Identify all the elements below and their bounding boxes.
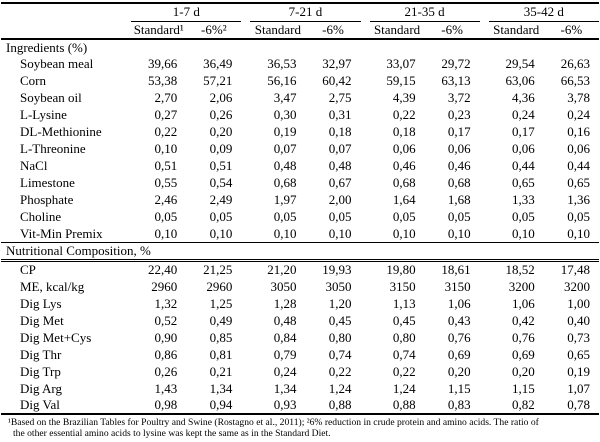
value-cell: 0,45	[392, 312, 416, 328]
value-cell: 0,05	[273, 209, 297, 224]
value-cell: 66,53	[560, 73, 590, 88]
diet-composition-table	[1, 2, 599, 415]
value-cell: 3,78	[567, 90, 590, 105]
value-cell: 53,38	[148, 73, 178, 88]
value-cell: 0,31	[328, 107, 352, 122]
value-cell: 0,83	[425, 397, 480, 414]
value-cell: 0,67	[328, 175, 352, 190]
value-cell: 0,05	[209, 209, 233, 224]
column-spacer	[241, 124, 250, 141]
table-row-l-threonine	[1, 141, 599, 158]
table-row-l-lysine	[1, 107, 599, 124]
value-cell: 2,49	[209, 192, 233, 207]
header-corner-cell	[1, 3, 131, 21]
row-label: L-Lysine	[20, 107, 67, 122]
column-spacer	[480, 73, 489, 90]
value-cell: 0,24	[567, 107, 590, 122]
value-cell: 0,68	[447, 175, 471, 190]
value-cell: 1,00	[567, 295, 590, 311]
value-cell: 0,74	[392, 346, 416, 362]
column-spacer	[361, 192, 370, 209]
value-cell: 1,32	[154, 295, 178, 311]
row-label: DL-Methionine	[20, 124, 102, 139]
column-spacer	[480, 261, 489, 279]
value-cell: 4,36	[512, 90, 535, 105]
value-cell: 33,07	[386, 56, 416, 71]
value-cell: 0,10	[154, 141, 178, 156]
value-cell: 3200	[508, 278, 535, 294]
column-spacer	[241, 158, 250, 175]
column-spacer	[241, 397, 250, 414]
row-label: Limestone	[20, 175, 75, 190]
value-cell: 4,39	[392, 90, 416, 105]
value-cell: 0,19	[273, 124, 297, 139]
table-row-dig-lys	[1, 295, 599, 312]
period-header-21-35d: 21-35 d	[370, 3, 480, 21]
value-cell: 0,55	[154, 175, 178, 190]
section-row-ingredients	[1, 39, 599, 56]
column-spacer	[480, 226, 489, 243]
column-spacer	[480, 90, 489, 107]
row-label: Soybean oil	[20, 90, 82, 105]
value-cell: 1,33	[512, 192, 535, 207]
value-cell: 0,48	[328, 158, 352, 173]
column-spacer	[361, 73, 370, 90]
column-spacer	[480, 363, 489, 380]
value-cell: 0,65	[567, 346, 590, 362]
value-cell: 0,22	[328, 363, 352, 379]
value-cell: 0,26	[154, 363, 178, 379]
column-spacer	[241, 226, 250, 243]
column-spacer	[241, 90, 250, 107]
column-spacer	[361, 209, 370, 226]
value-cell: 0,18	[328, 124, 352, 139]
column-spacer	[361, 107, 370, 124]
column-spacer	[361, 261, 370, 279]
value-cell: 0,06	[567, 141, 590, 156]
value-cell: 2,46	[154, 192, 178, 207]
footnote	[1, 415, 599, 439]
value-cell: 0,52	[154, 312, 178, 328]
value-cell: 2,75	[328, 90, 352, 105]
column-spacer	[361, 329, 370, 346]
value-cell: 63,13	[441, 73, 471, 88]
value-cell: 21,25	[203, 262, 233, 277]
period-header-35-42d: 35-42 d	[489, 3, 599, 21]
column-spacer	[241, 3, 250, 21]
diet-header-minus6-1: -6%²	[186, 21, 241, 39]
column-spacer	[480, 329, 489, 346]
column-spacer	[480, 175, 489, 192]
column-spacer	[361, 226, 370, 243]
value-cell: 1,64	[392, 192, 416, 207]
value-cell: 3150	[444, 278, 471, 294]
diet-header-minus6-3: -6%	[425, 21, 480, 39]
section-title: Nutritional Composition, %	[1, 243, 599, 261]
column-spacer	[480, 56, 489, 73]
value-cell: 0,10	[328, 225, 352, 241]
value-cell: 0,09	[209, 141, 233, 156]
value-cell: 0,93	[250, 397, 305, 414]
row-label: Dig Val	[1, 397, 131, 414]
value-cell: 19,93	[322, 262, 352, 277]
column-spacer	[480, 158, 489, 175]
value-cell: 0,05	[154, 209, 178, 224]
table-row-dig-met-cys	[1, 329, 599, 346]
column-spacer	[480, 209, 489, 226]
column-spacer	[480, 278, 489, 295]
value-cell: 0,76	[512, 329, 535, 345]
value-cell: 0,10	[567, 225, 590, 241]
value-cell: 0,84	[273, 329, 297, 345]
value-cell: 22,40	[148, 262, 178, 277]
value-cell: 3050	[325, 278, 352, 294]
value-cell: 0,48	[273, 312, 297, 328]
column-spacer	[241, 346, 250, 363]
value-cell: 0,26	[209, 107, 233, 122]
value-cell: 1,06	[447, 295, 471, 311]
value-cell: 0,21	[209, 363, 233, 379]
row-label: Dig Met	[20, 312, 64, 328]
value-cell: 2,06	[209, 90, 233, 105]
value-cell: 1,24	[392, 380, 416, 396]
column-spacer	[241, 192, 250, 209]
value-cell: 0,19	[567, 363, 590, 379]
diet-header-standard-4: Standard	[489, 21, 544, 39]
table-row-choline	[1, 209, 599, 226]
row-label: Choline	[20, 209, 62, 224]
value-cell: 0,05	[328, 209, 352, 224]
value-cell: 0,82	[489, 397, 544, 414]
value-cell: 0,51	[209, 158, 233, 173]
value-cell: 57,21	[203, 73, 233, 88]
row-label: Soybean meal	[20, 56, 94, 71]
column-spacer	[241, 175, 250, 192]
table-row-soybean-meal	[1, 56, 599, 73]
diet-header-minus6-2: -6%	[305, 21, 360, 39]
column-spacer	[361, 346, 370, 363]
value-cell: 0,80	[392, 329, 416, 345]
value-cell: 0,76	[447, 329, 471, 345]
value-cell: 0,20	[447, 363, 471, 379]
table-row-phosphate	[1, 192, 599, 209]
value-cell: 0,06	[392, 141, 416, 156]
column-spacer	[480, 107, 489, 124]
value-cell: 0,68	[392, 175, 416, 190]
column-spacer	[241, 21, 250, 39]
column-spacer	[241, 363, 250, 380]
value-cell: 0,24	[512, 107, 535, 122]
value-cell: 39,66	[148, 56, 178, 71]
value-cell: 1,97	[273, 192, 297, 207]
value-cell: 63,06	[505, 73, 535, 88]
value-cell: 0,10	[447, 225, 471, 241]
value-cell: 0,81	[209, 346, 233, 362]
value-cell: 3,47	[273, 90, 297, 105]
value-cell: 0,98	[131, 397, 186, 414]
value-cell: 3150	[389, 278, 416, 294]
value-cell: 0,10	[392, 225, 416, 241]
footnote-line-1: ¹Based on the Brazilian Tables for Poultry and Swine (Rostagno et al., 2011); ²6% reduction in crude protein and amino acids. The ratio of	[8, 417, 539, 428]
diet-header-minus6-4: -6%	[544, 21, 599, 39]
value-cell: 60,42	[322, 73, 352, 88]
value-cell: 0,17	[512, 124, 535, 139]
header-corner-cell	[1, 21, 131, 39]
value-cell: 29,54	[505, 56, 535, 71]
column-spacer	[241, 56, 250, 73]
column-spacer	[361, 158, 370, 175]
column-spacer	[241, 329, 250, 346]
diet-header-standard-2: Standard	[250, 21, 305, 39]
value-cell: 26,63	[560, 56, 590, 71]
column-spacer	[361, 3, 370, 21]
value-cell: 0,79	[273, 346, 297, 362]
value-cell: 3,72	[447, 90, 471, 105]
value-cell: 0,51	[154, 158, 178, 173]
value-cell: 0,18	[392, 124, 416, 139]
value-cell: 56,16	[267, 73, 297, 88]
value-cell: 21,20	[267, 262, 297, 277]
column-spacer	[361, 397, 370, 414]
row-label: Vit-Min Premix	[20, 225, 103, 241]
value-cell: 0,85	[209, 329, 233, 345]
value-cell: 0,65	[512, 175, 535, 190]
value-cell: 0,06	[447, 141, 471, 156]
footnote-line-2: the other essential amino acids to lysine was kept the same as in the Standard Diet.	[13, 428, 331, 439]
value-cell: 0,94	[186, 397, 241, 414]
row-label: NaCl	[20, 158, 48, 173]
value-cell: 0,10	[154, 225, 178, 241]
value-cell: 0,05	[512, 209, 535, 224]
column-spacer	[361, 124, 370, 141]
column-spacer	[361, 363, 370, 380]
value-cell: 0,46	[392, 158, 416, 173]
column-spacer	[361, 90, 370, 107]
column-spacer	[361, 278, 370, 295]
row-label: Corn	[20, 73, 46, 88]
value-cell: 0,30	[273, 107, 297, 122]
column-spacer	[241, 380, 250, 397]
row-label: Phosphate	[20, 192, 74, 207]
value-cell: 32,97	[322, 56, 352, 71]
value-cell: 17,48	[560, 262, 590, 277]
value-cell: 2,70	[154, 90, 178, 105]
column-spacer	[480, 21, 489, 39]
value-cell: 1,20	[328, 295, 352, 311]
value-cell: 0,44	[512, 158, 535, 173]
value-cell: 1,36	[567, 192, 590, 207]
row-label: Dig Thr	[20, 346, 62, 362]
value-cell: 0,69	[447, 346, 471, 362]
value-cell: 0,73	[567, 329, 590, 345]
column-spacer	[361, 380, 370, 397]
value-cell: 0,46	[447, 158, 471, 173]
value-cell: 0,27	[154, 107, 178, 122]
row-label: Dig Lys	[20, 295, 62, 311]
value-cell: 1,34	[273, 380, 297, 396]
row-label: Dig Arg	[20, 380, 63, 396]
value-cell: 0,68	[273, 175, 297, 190]
table-row-vit-min-premix	[1, 226, 599, 243]
value-cell: 0,23	[447, 107, 471, 122]
value-cell: 3050	[270, 278, 297, 294]
value-cell: 3200	[564, 278, 590, 294]
period-header-7-21d: 7-21 d	[250, 3, 360, 21]
value-cell: 0,86	[154, 346, 178, 362]
table-row-corn	[1, 73, 599, 90]
table-row-dig-met	[1, 312, 599, 329]
table-row-dig-trp	[1, 363, 599, 380]
table-row-nacl	[1, 158, 599, 175]
row-label: ME, kcal/kg	[20, 278, 85, 294]
column-spacer	[241, 295, 250, 312]
value-cell: 36,53	[267, 56, 297, 71]
column-spacer	[361, 175, 370, 192]
table-row-cp	[1, 261, 599, 279]
column-spacer	[361, 21, 370, 39]
value-cell: 0,10	[209, 225, 233, 241]
column-spacer	[241, 278, 250, 295]
value-cell: 0,49	[209, 312, 233, 328]
value-cell: 1,25	[209, 295, 233, 311]
value-cell: 0,17	[447, 124, 471, 139]
value-cell: 0,20	[512, 363, 535, 379]
column-spacer	[480, 3, 489, 21]
value-cell: 0,45	[328, 312, 352, 328]
value-cell: 0,43	[447, 312, 471, 328]
diet-header-standard-3: Standard	[370, 21, 425, 39]
table-row-dl-methionine	[1, 124, 599, 141]
table-row-dig-arg	[1, 380, 599, 397]
row-label: CP	[20, 262, 36, 277]
column-spacer	[361, 56, 370, 73]
value-cell: 0,88	[305, 397, 360, 414]
column-spacer	[480, 312, 489, 329]
value-cell: 19,80	[386, 262, 416, 277]
row-label: Dig Met+Cys	[20, 329, 92, 345]
value-cell: 1,13	[392, 295, 416, 311]
row-label: Dig Trp	[20, 363, 61, 379]
value-cell: 1,43	[154, 380, 178, 396]
value-cell: 0,05	[392, 209, 416, 224]
row-label: L-Threonine	[20, 141, 86, 156]
value-cell: 0,74	[328, 346, 352, 362]
table-row-limestone	[1, 175, 599, 192]
diet-header-row	[1, 21, 599, 39]
value-cell: 29,72	[441, 56, 471, 71]
value-cell: 36,49	[203, 56, 233, 71]
period-header-1-7d: 1-7 d	[131, 3, 241, 21]
table-row-dig-thr	[1, 346, 599, 363]
value-cell: 0,65	[567, 175, 590, 190]
value-cell: 0,10	[512, 225, 535, 241]
value-cell: 0,42	[512, 312, 535, 328]
value-cell: 0,69	[512, 346, 535, 362]
value-cell: 0,22	[392, 107, 416, 122]
value-cell: 0,90	[154, 329, 178, 345]
value-cell: 0,22	[154, 124, 178, 139]
column-spacer	[241, 73, 250, 90]
value-cell: 0,44	[567, 158, 590, 173]
value-cell: 18,61	[441, 262, 471, 277]
value-cell: 1,07	[567, 380, 590, 396]
value-cell: 2960	[151, 278, 178, 294]
value-cell: 0,06	[512, 141, 535, 156]
value-cell: 0,78	[544, 397, 599, 414]
table-row-me-kcal-kg	[1, 278, 599, 295]
column-spacer	[241, 107, 250, 124]
value-cell: 0,07	[273, 141, 297, 156]
column-spacer	[480, 346, 489, 363]
value-cell: 1,06	[512, 295, 535, 311]
column-spacer	[361, 312, 370, 329]
value-cell: 1,15	[512, 380, 535, 396]
diet-header-standard-1: Standard¹	[131, 21, 186, 39]
column-spacer	[241, 261, 250, 279]
value-cell: 0,05	[447, 209, 471, 224]
column-spacer	[480, 295, 489, 312]
value-cell: 0,80	[328, 329, 352, 345]
column-spacer	[480, 192, 489, 209]
value-cell: 1,34	[209, 380, 233, 396]
value-cell: 0,05	[567, 209, 590, 224]
value-cell: 0,07	[328, 141, 352, 156]
value-cell: 1,24	[328, 380, 352, 396]
column-spacer	[241, 312, 250, 329]
column-spacer	[241, 209, 250, 226]
value-cell: 1,15	[447, 380, 471, 396]
value-cell: 1,68	[447, 192, 471, 207]
table-row-soybean-oil	[1, 90, 599, 107]
value-cell: 0,40	[567, 312, 590, 328]
column-spacer	[480, 141, 489, 158]
value-cell: 0,16	[567, 124, 590, 139]
value-cell: 0,24	[273, 363, 297, 379]
column-spacer	[480, 397, 489, 414]
column-spacer	[361, 295, 370, 312]
value-cell: 0,88	[370, 397, 425, 414]
value-cell: 0,20	[209, 124, 233, 139]
column-spacer	[361, 141, 370, 158]
value-cell: 0,54	[209, 175, 233, 190]
value-cell: 2,00	[328, 192, 352, 207]
value-cell: 0,48	[273, 158, 297, 173]
value-cell: 0,10	[273, 225, 297, 241]
table-row-dig-val	[1, 397, 599, 414]
value-cell: 18,52	[505, 262, 535, 277]
value-cell: 2960	[206, 278, 233, 294]
value-cell: 1,28	[273, 295, 297, 311]
value-cell: 0,22	[392, 363, 416, 379]
column-spacer	[480, 124, 489, 141]
column-spacer	[241, 141, 250, 158]
section-title: Ingredients (%)	[6, 39, 88, 55]
period-header-row	[1, 3, 599, 21]
value-cell: 59,15	[386, 73, 416, 88]
section-row-nutritional-composition	[1, 243, 599, 261]
column-spacer	[480, 380, 489, 397]
